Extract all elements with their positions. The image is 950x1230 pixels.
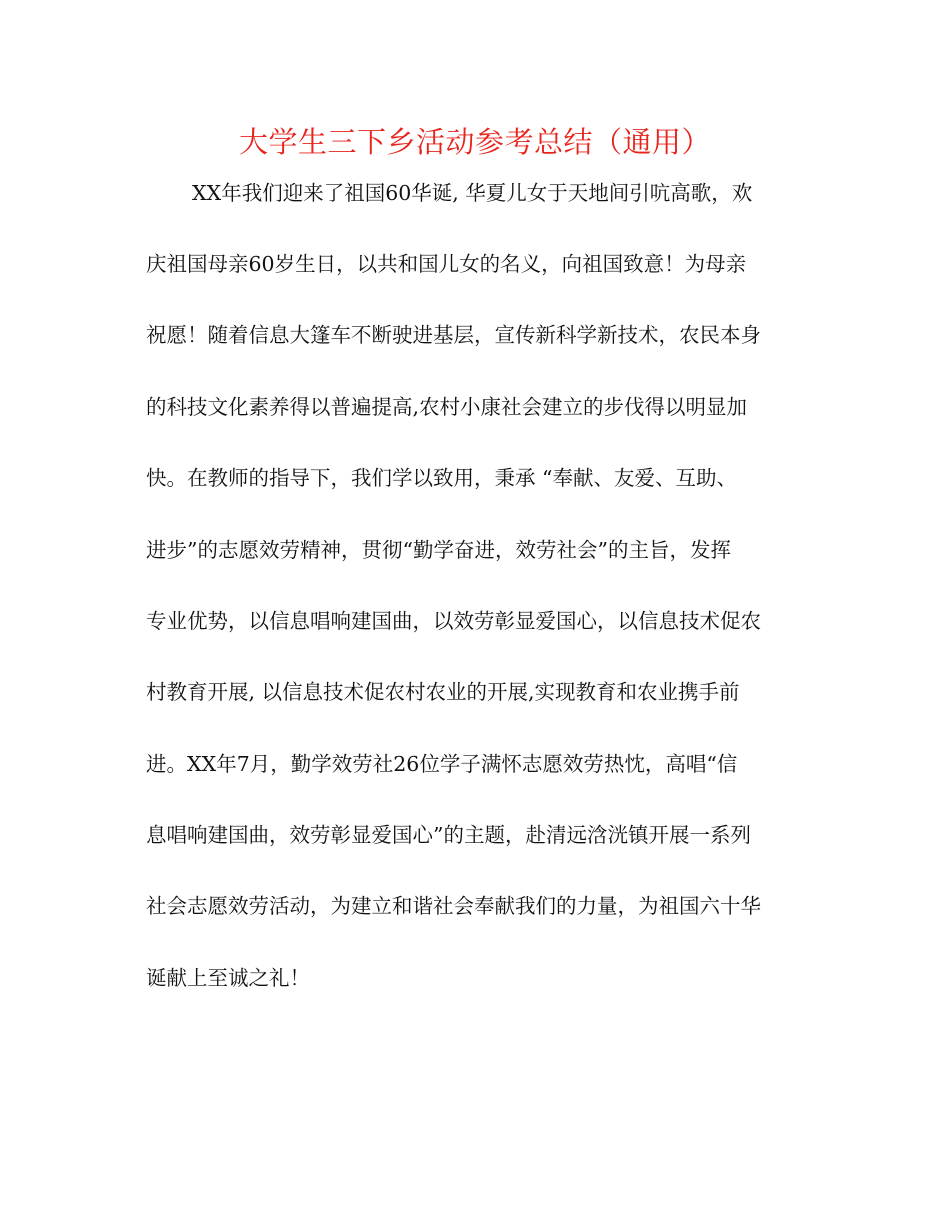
paragraph-line: 庆祖国母亲60岁生日，以共和国儿女的名义，向祖国致意！为母亲 xyxy=(146,252,747,276)
paragraph-line: 村教育开展, 以信息技术促农村农业的开展,实现教育和农业携手前 xyxy=(146,680,740,704)
paragraph-line: 进步”的志愿效劳精神，贯彻“勤学奋进，效劳社会”的主旨，发挥 xyxy=(146,538,731,562)
paragraph-line: 息唱响建国曲，效劳彰显爱国心”的主题，赴清远浛洸镇开展一系列 xyxy=(146,823,751,847)
paragraph-line: XX年我们迎来了祖国60华诞, 华夏儿女于天地间引吭高歌，欢 xyxy=(192,181,753,205)
paragraph-line: 社会志愿效劳活动，为建立和谐社会奉献我们的力量，为祖国六十华 xyxy=(146,894,761,918)
paragraph-line: 进。XX年7月，勤学效劳社26位学子满怀志愿效劳热忱，高唱“信 xyxy=(146,752,738,776)
paragraph-line: 诞献上至诚之礼！ xyxy=(146,966,310,990)
paragraph-line: 快。在教师的指导下，我们学以致用，秉承 “奉献、友爱、互助、 xyxy=(146,466,737,490)
paragraph-line: 专业优势，以信息唱响建国曲，以效劳彰显爱国心，以信息技术促农 xyxy=(146,609,761,633)
paragraph-line: 的科技文化素养得以普遍提高,农村小康社会建立的步伐得以明显加 xyxy=(146,395,748,419)
paragraph-line: 祝愿！随着信息大篷车不断驶进基层，宣传新科学新技术，农民本身 xyxy=(146,323,761,347)
document-title: 大学生三下乡活动参考总结（通用） xyxy=(238,125,711,159)
